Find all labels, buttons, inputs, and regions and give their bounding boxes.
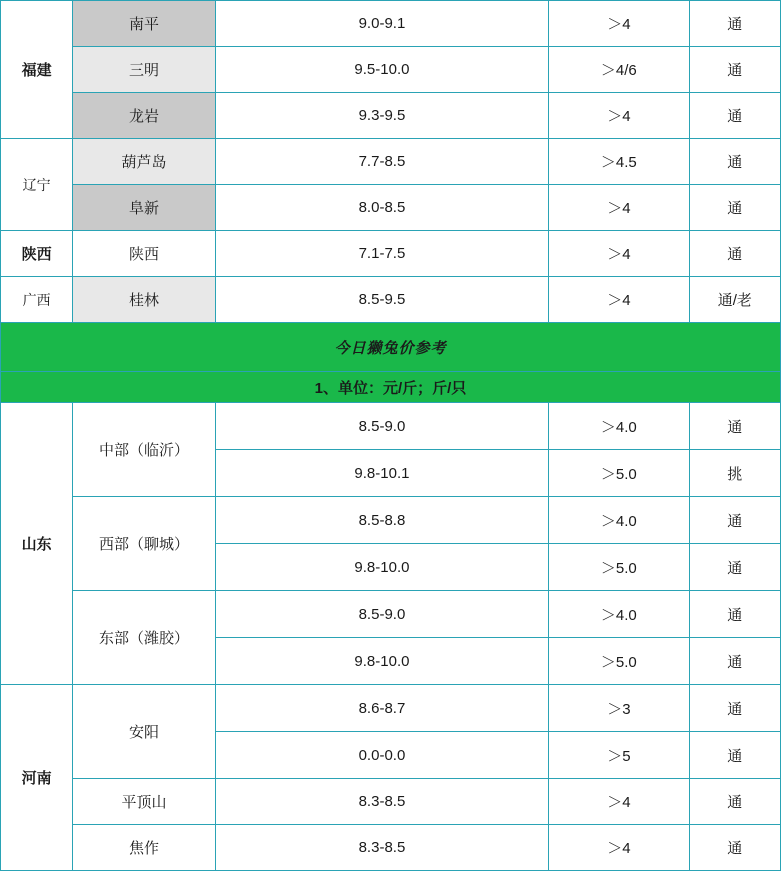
- region-cell: 平顶山: [73, 779, 216, 825]
- note-cell: 通: [689, 1, 780, 47]
- note-cell: 通: [689, 825, 780, 871]
- price-cell: 9.8-10.1: [354, 464, 410, 482]
- section-banner-row: [1, 323, 781, 372]
- region-cell: 三明: [73, 47, 216, 93]
- weight-cell: ＞5.0: [600, 559, 637, 577]
- weight-cell: ＞4/6: [549, 47, 690, 93]
- price-cell: 8.5-9.5: [215, 277, 548, 323]
- price-cell: 8.0-8.5: [215, 185, 548, 231]
- table-row: [1, 93, 781, 139]
- table-row: [1, 591, 781, 685]
- price-group: [215, 403, 548, 497]
- weight-group: [549, 591, 690, 685]
- table-row: [1, 277, 781, 323]
- table-row: [1, 1, 781, 47]
- region-cell: 桂林: [73, 277, 216, 323]
- weight-cell: ＞4: [549, 779, 690, 825]
- table-row: [1, 231, 781, 277]
- weight-group: [549, 403, 690, 497]
- price-group: [215, 685, 548, 779]
- weight-cell: ＞4.5: [549, 139, 690, 185]
- note-group: [689, 591, 780, 685]
- weight-cell: ＞4.0: [549, 591, 689, 638]
- region-cell: 中部（临沂）: [73, 403, 216, 497]
- table-row: [1, 497, 781, 591]
- region-cell: 南平: [73, 1, 216, 47]
- price-cell: 8.3-8.5: [215, 779, 548, 825]
- price-cell: 9.8-10.0: [354, 558, 410, 576]
- section-banner-title: 今日獭兔价参考: [1, 323, 781, 372]
- region-cell: 东部（潍胶）: [73, 591, 216, 685]
- weight-cell: ＞4: [549, 1, 690, 47]
- price-cell: 8.3-8.5: [215, 825, 548, 871]
- price-cell: 8.5-8.8: [216, 497, 548, 544]
- note-cell: 通: [689, 185, 780, 231]
- note-cell: 通: [727, 747, 743, 765]
- region-cell: 阜新: [73, 185, 216, 231]
- table-row: [1, 779, 781, 825]
- unit-note-text: 1、单位：元/斤；斤/只: [1, 372, 781, 403]
- province-cell: 山东: [1, 403, 73, 685]
- weight-cell: ＞4: [549, 231, 690, 277]
- price-cell: 7.1-7.5: [215, 231, 548, 277]
- note-cell: 通: [689, 231, 780, 277]
- weight-cell: ＞4: [549, 93, 690, 139]
- note-cell: 通: [727, 653, 743, 671]
- note-cell: 通: [690, 403, 780, 450]
- weight-cell: ＞4: [549, 185, 690, 231]
- note-cell: 通: [689, 779, 780, 825]
- note-group: [689, 497, 780, 591]
- price-group: [215, 497, 548, 591]
- province-cell: 陕西: [1, 231, 73, 277]
- note-cell: 通: [689, 139, 780, 185]
- region-cell: 焦作: [73, 825, 216, 871]
- weight-group: [549, 685, 690, 779]
- note-cell: 通: [690, 685, 780, 732]
- weight-cell: ＞3: [549, 685, 689, 732]
- note-cell: 通: [690, 591, 780, 638]
- note-group: [689, 403, 780, 497]
- weight-cell: ＞5.0: [600, 653, 637, 671]
- table-row: [1, 825, 781, 871]
- weight-cell: ＞4: [549, 277, 690, 323]
- note-cell: 通: [689, 47, 780, 93]
- price-cell: 7.7-8.5: [215, 139, 548, 185]
- province-cell: 河南: [1, 685, 73, 871]
- weight-cell: ＞4.0: [549, 497, 689, 544]
- weight-cell: ＞4: [549, 825, 690, 871]
- note-cell: 通: [727, 559, 743, 577]
- note-cell: 挑: [727, 465, 743, 483]
- price-cell: 8.5-9.0: [216, 403, 548, 450]
- table-row: [1, 185, 781, 231]
- price-cell: 8.5-9.0: [216, 591, 548, 638]
- region-cell: 西部（聊城）: [73, 497, 216, 591]
- note-group: [689, 685, 780, 779]
- note-cell: 通/老: [689, 277, 780, 323]
- price-cell: 8.6-8.7: [216, 685, 548, 732]
- weight-cell: ＞5: [607, 747, 631, 765]
- price-cell: 9.8-10.0: [354, 652, 410, 670]
- region-cell: 陕西: [73, 231, 216, 277]
- price-cell: 9.3-9.5: [215, 93, 548, 139]
- region-cell: 葫芦岛: [73, 139, 216, 185]
- table-row: [1, 47, 781, 93]
- table-row: [1, 403, 781, 497]
- table-row: [1, 139, 781, 185]
- price-cell: 9.5-10.0: [215, 47, 548, 93]
- note-cell: 通: [689, 93, 780, 139]
- province-cell: 福建: [1, 1, 73, 139]
- weight-cell: ＞4.0: [549, 403, 689, 450]
- unit-note-row: [1, 372, 781, 403]
- weight-group: [549, 497, 690, 591]
- price-group: [215, 591, 548, 685]
- price-cell: 0.0-0.0: [358, 746, 406, 764]
- region-cell: 龙岩: [73, 93, 216, 139]
- province-cell: 广西: [1, 277, 73, 323]
- province-cell: 辽宁: [1, 139, 73, 231]
- region-cell: 安阳: [73, 685, 216, 779]
- note-cell: 通: [690, 497, 780, 544]
- price-cell: 9.0-9.1: [215, 1, 548, 47]
- weight-cell: ＞5.0: [600, 465, 637, 483]
- table-row: [1, 685, 781, 779]
